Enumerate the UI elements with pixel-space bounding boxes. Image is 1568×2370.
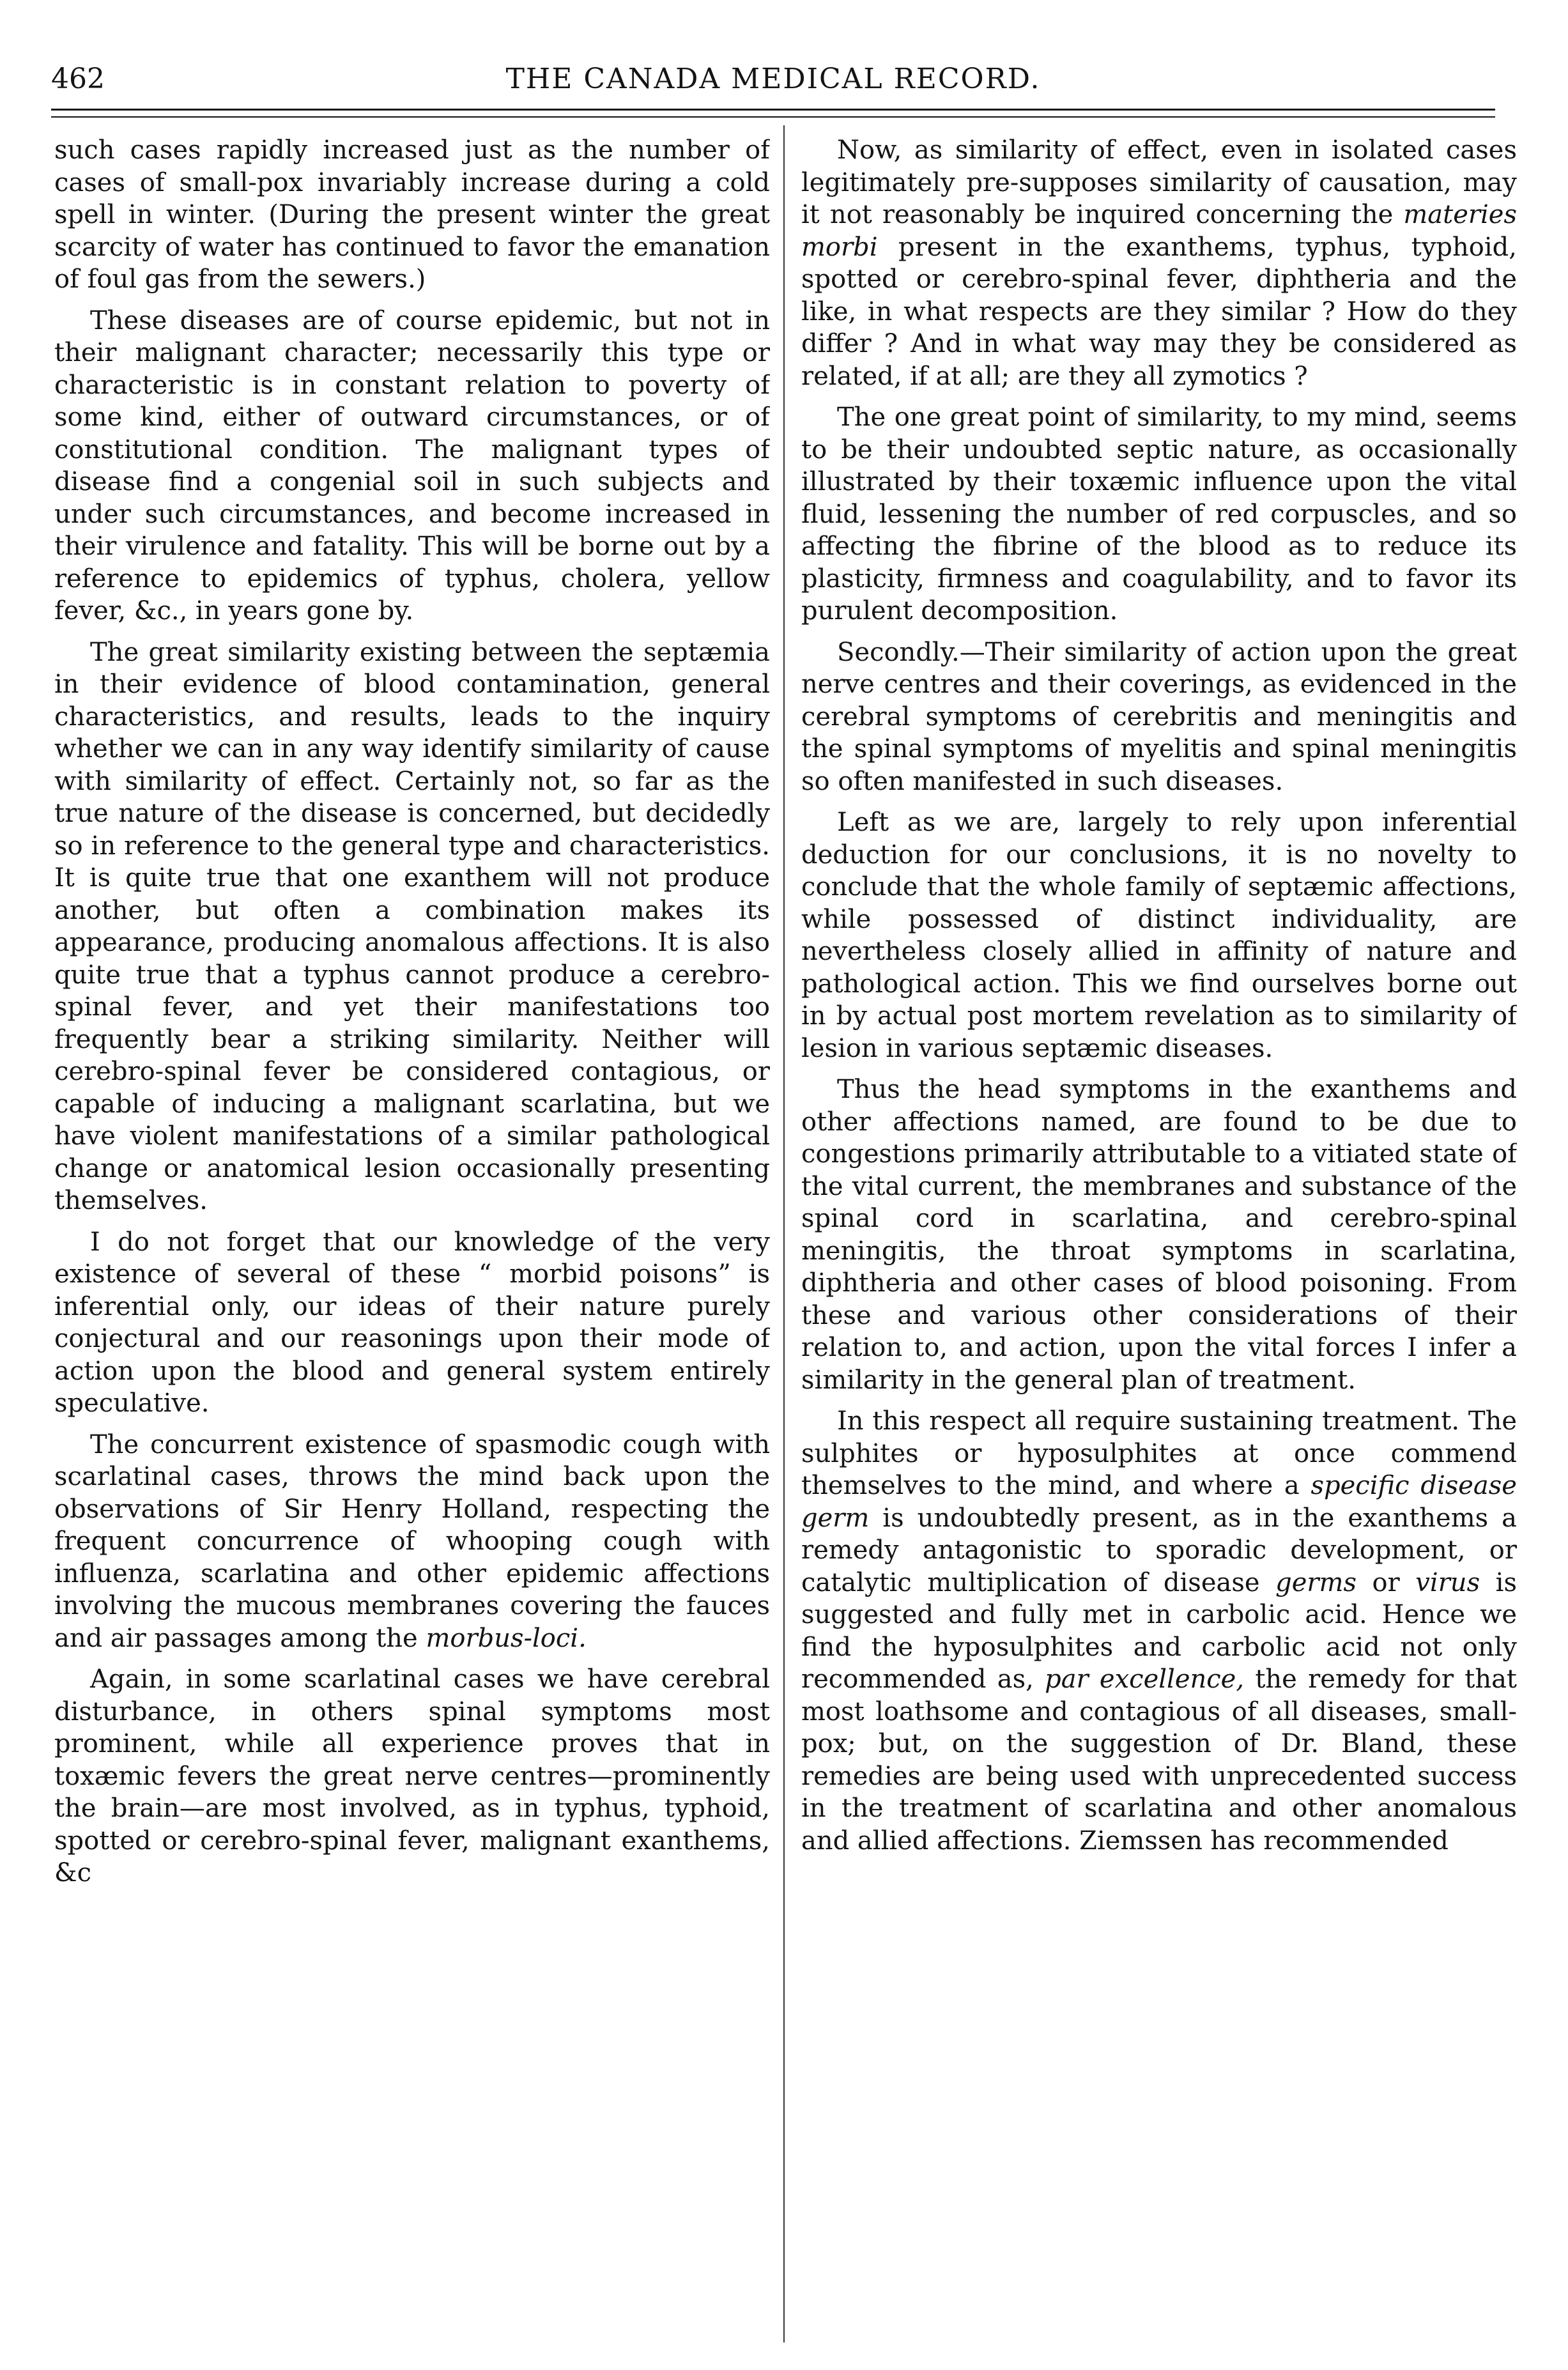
- italic-run: germs: [1275, 1567, 1357, 1597]
- paragraph: [801, 1405, 1517, 1857]
- left-column: [54, 134, 770, 2345]
- paragraph: Thus the head symptoms in the exanthems and other affections named, are found to be due to congestions primarily attributable to a vitiated state of the vital current, the membranes and substance of the spinal cord in scarlatina, and cerebro-spinal meningitis, the throat symptoms in scarlatina, diphtheria and other cases of blood poisoning. From these and various other considerations of their relation to, and action, upon the vital forces I infer a similarity in the general plan of treatment.: [801, 1075, 1517, 1395]
- text-run: present in the exanthems, typhus, typhoid, spotted or cerebro-spinal fever, diphtheria and the like, in what respects are they similar ? How do they differ ? And in what way may they be considered as related, if at all; are they all zymotics ?: [801, 232, 1517, 391]
- italic-run: materies morbi: [801, 200, 1517, 262]
- text-run: In this respect all require sustaining treatment. The sulphites or hyposulphites at once commend themselves to the mind, and where a: [801, 1406, 1517, 1500]
- text-run: Now, as similarity of effect, even in isolated cases legitimately pre-supposes similarity of causation, may it not reasonably be inquired concerning the: [801, 135, 1517, 229]
- paragraph: Secondly.—Their similarity of action upon the great nerve centres and their coverings, as evidenced in the cerebral symptoms of cerebritis and meningitis and the spinal symptoms of myelitis and spinal meningitis so often manifested in such diseases.: [801, 637, 1517, 796]
- text-run: or: [1356, 1567, 1416, 1597]
- text-run: is undoubtedly present, as in the exanthems a remedy antagonistic to sporadic development, or catalytic multiplication of disease: [801, 1503, 1517, 1597]
- text-run: is suggested and fully met in carbolic acid. Hence we find the hyposulphites and carbolic acid not only recommended as,: [801, 1567, 1517, 1694]
- italic-run: specific disease germ: [801, 1471, 1517, 1533]
- text-run: the remedy for that most loathsome and contagious of all diseases, small-pox; but, on the suggestion of Dr. Bland, these remedies are being used with unprecedented success in the treatment of scarlatina and other anomalous and allied affections. Ziemssen has recommended: [801, 1665, 1517, 1856]
- italic-run: morbus-loci.: [426, 1623, 587, 1653]
- page-number: 462: [51, 63, 105, 95]
- paragraph: I do not forget that our knowledge of the very existence of several of these “ morbid poisons” is inferential only, our ideas of their nature purely conjectural and our reasonings upon their mode of action upon the blood and general system entirely speculative.: [54, 1227, 770, 1418]
- header-rule: [51, 109, 1495, 111]
- paragraph: [801, 134, 1517, 392]
- column-divider: [783, 125, 785, 2343]
- paragraph: The great similarity existing between the septæmia in their evidence of blood contamination, general characteristics, and results, leads to the inquiry whether we can in any way identify similarity of cause with similarity of effect. Certainly not, so far as the true nature of the disease is concerned, but decidedly so in reference to the general type and characteristics. It is quite true that one exanthem will not produce another, but often a combination makes its appearance, producing anomalous affections. It is also quite true that a typhus cannot produce a cerebro-spinal fever, and yet their manifestations too frequently bear a striking similarity. Neither will cerebro-spinal fever be considered contagious, or capable of inducing a malignant scarlatina, but we have violent manifestations of a similar pathological change or anatomical lesion occasionally presenting themselves.: [54, 637, 770, 1215]
- paragraph: such cases rapidly increased just as the number of cases of small-pox invariably increase during a cold spell in winter. (During the present winter the great scarcity of water has continued to favor the emanation of foul gas from the sewers.): [54, 135, 770, 294]
- text-run: The concurrent existence of spasmodic cough with scarlatinal cases, throws the mind back upon the observations of Sir Henry Holland, respecting the frequent concurrence of whooping cough with influenza, scarlatina and other epidemic affections involving the mucous membranes covering the fauces and air passages among the: [54, 1429, 770, 1653]
- paragraph: [54, 1429, 770, 1655]
- header-rule-thin: [51, 116, 1495, 118]
- paragraph: The one great point of similarity, to my mind, seems to be their undoubted septic nature, as occasionally illustrated by their toxæmic influence upon the vital fluid, lessening the number of red corpuscles, and so affecting the fibrine of the blood as to reduce its plasticity, firmness and coagulability, and to favor its purulent decomposition.: [801, 403, 1517, 626]
- paragraph: These diseases are of course epidemic, but not in their malignant character; necessarily this type or characteristic is in constant relation to poverty of some kind, either of outward circumstances, or of constitutional condition. The malignant types of disease find a congenial soil in such subjects and under such circumstances, and become increased in their virulence and fatality. This will be borne out by a reference to epidemics of typhus, cholera, yellow fever, &c., in years gone by.: [54, 305, 770, 626]
- right-column: [801, 134, 1517, 2345]
- paragraph: Again, in some scarlatinal cases we have cerebral disturbance, in others spinal symptoms most prominent, while all experience proves that in toxæmic fevers the great nerve centres—prominently the brain—are most involved, as in typhus, typhoid, spotted or cerebro-spinal fever, malignant exanthems, &c: [54, 1665, 770, 1888]
- paragraph: Left as we are, largely to rely upon inferential deduction for our conclusions, it is no novelty to conclude that the whole family of septæmic affections, while possessed of distinct individuality, are nevertheless closely allied in affinity of nature and pathological action. This we find ourselves borne out in by actual post mortem revelation as to similarity of lesion in various septæmic diseases.: [801, 808, 1517, 1063]
- italic-run: par excellence,: [1045, 1665, 1245, 1694]
- page-header: [51, 61, 1495, 102]
- italic-run: virus: [1415, 1567, 1480, 1597]
- running-title: THE CANADA MEDICAL RECORD.: [505, 63, 1041, 95]
